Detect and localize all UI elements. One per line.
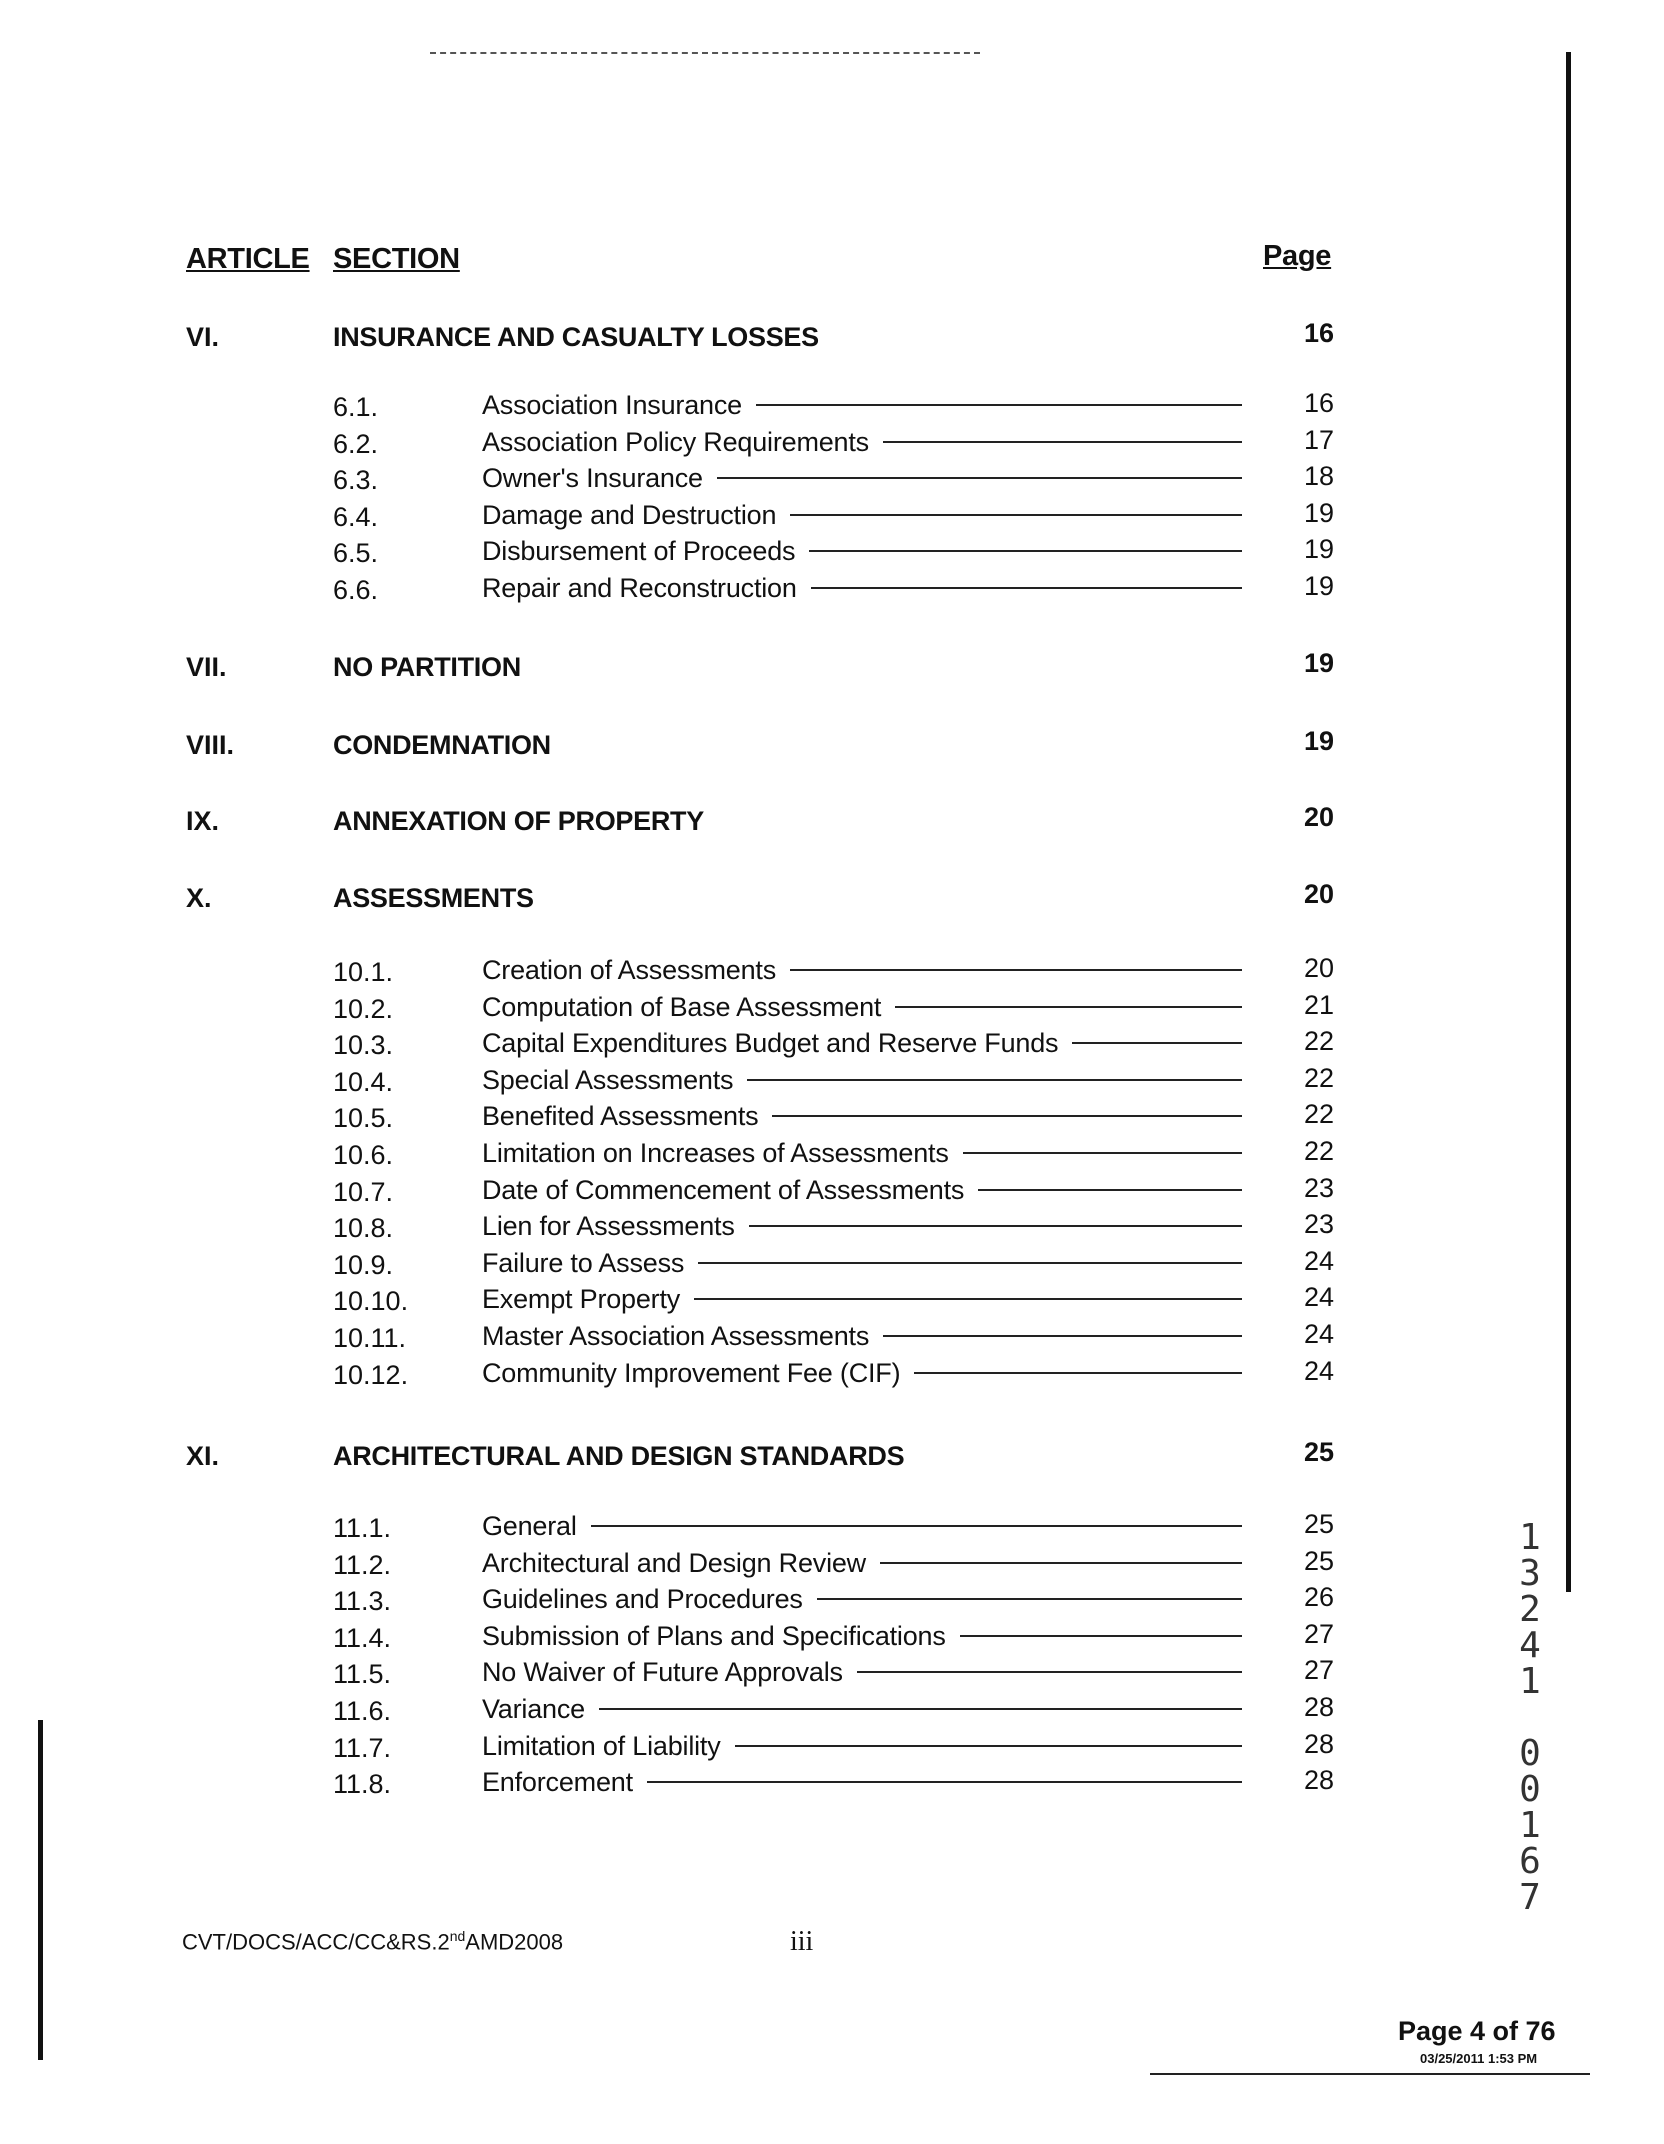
section-number: 11.6. <box>333 1696 392 1726</box>
section-number: 10.11. <box>333 1323 407 1353</box>
leader-line <box>895 1006 1242 1008</box>
leader-line <box>694 1298 1242 1300</box>
leader-line <box>1072 1042 1242 1044</box>
section-title: Damage and Destruction <box>482 499 777 530</box>
section-number: 11.7. <box>333 1732 392 1763</box>
section-title: Exempt Property <box>482 1284 681 1315</box>
right-edge-bar <box>1566 52 1571 1592</box>
section-title: Association Insurance <box>482 390 742 420</box>
section-title: Repair and Reconstruction <box>482 573 797 603</box>
article-title: ARCHITECTURAL AND DESIGN STANDARDS <box>333 1441 905 1471</box>
section-title: Creation of Assessments <box>482 955 777 985</box>
section-page: 28 <box>1303 1728 1334 1759</box>
article-page: 19 <box>1303 648 1334 678</box>
section-number: 11.3. <box>333 1586 392 1617</box>
toc-entry <box>482 1028 1242 1059</box>
section-number: 10.4. <box>333 1066 394 1097</box>
side-code-char: 1 <box>1519 1805 1541 1846</box>
leader-line <box>772 1115 1242 1117</box>
section-number: 11.1. <box>333 1513 392 1543</box>
section-page: 23 <box>1303 1172 1334 1203</box>
section-page: 19 <box>1303 571 1334 601</box>
section-number: 10.10. <box>333 1286 409 1317</box>
article-page: 25 <box>1303 1437 1334 1467</box>
section-number: 10.1. <box>333 957 394 987</box>
leader-line <box>747 1079 1242 1081</box>
section-number: 10.2. <box>333 993 394 1024</box>
toc-entry <box>482 992 1242 1023</box>
article-page: 20 <box>1303 802 1334 832</box>
article-number: XI. <box>186 1441 220 1471</box>
header-section: SECTION <box>333 243 460 275</box>
section-title: Association Policy Requirements <box>482 426 869 457</box>
article-title: ASSESSMENTS <box>333 883 534 913</box>
article-title: CONDEMNATION <box>333 730 551 760</box>
toc-entry <box>482 1101 1242 1132</box>
section-title: Benefited Assessments <box>482 1101 759 1132</box>
leader-line <box>790 514 1242 516</box>
section-number: 6.5. <box>333 538 379 569</box>
section-page: 17 <box>1303 424 1334 455</box>
section-title: Limitation of Liability <box>482 1730 721 1761</box>
section-title: General <box>482 1511 577 1541</box>
section-title: Date of Commencement of Assessments <box>482 1174 965 1205</box>
section-page: 26 <box>1303 1582 1334 1613</box>
side-document-code <box>1510 1517 1550 1918</box>
footer-timestamp: 03/25/2011 1:53 PM <box>1420 2051 1538 2066</box>
article-title: ANNEXATION OF PROPERTY <box>333 806 704 836</box>
leader-line <box>857 1671 1242 1673</box>
leader-line <box>717 477 1242 479</box>
section-title: Computation of Base Assessment <box>482 991 882 1022</box>
toc-entry <box>482 1065 1242 1096</box>
toc-entry <box>482 1767 1242 1798</box>
leader-line <box>599 1708 1242 1710</box>
leader-line <box>883 1335 1242 1337</box>
section-number: 10.6. <box>333 1140 394 1170</box>
section-page: 21 <box>1303 989 1334 1020</box>
doc-code-prefix: CVT/DOCS/ACC/CC&RS.2 <box>182 1929 450 1955</box>
footer-page-of: Page 4 of 76 <box>1398 2016 1556 2046</box>
section-title: Master Association Assessments <box>482 1321 870 1351</box>
section-page: 19 <box>1303 497 1334 528</box>
section-title: Owner's Insurance <box>482 463 703 494</box>
leader-line <box>880 1562 1242 1564</box>
leader-line <box>963 1152 1242 1154</box>
leader-line <box>735 1745 1242 1747</box>
leader-line <box>960 1635 1242 1637</box>
section-number: 11.5. <box>333 1659 392 1690</box>
side-code-char: 6 <box>1519 1841 1541 1882</box>
leader-line <box>817 1598 1242 1600</box>
section-number: 10.8. <box>333 1213 394 1244</box>
section-title: Variance <box>482 1694 585 1724</box>
toc-entry <box>482 1284 1242 1315</box>
toc-entry <box>482 573 1242 604</box>
top-rule <box>430 52 980 54</box>
section-title: Failure to Assess <box>482 1247 685 1278</box>
toc-entry <box>482 1548 1242 1579</box>
doc-code-suffix: AMD2008 <box>465 1929 564 1955</box>
leader-line <box>647 1781 1242 1783</box>
section-page: 23 <box>1303 1209 1334 1240</box>
section-title: Special Assessments <box>482 1064 734 1095</box>
header-article: ARTICLE <box>186 243 310 275</box>
toc-entry <box>482 1138 1242 1169</box>
section-title: Guidelines and Procedures <box>482 1584 803 1615</box>
article-page: 19 <box>1303 726 1334 756</box>
section-number: 6.4. <box>333 501 379 532</box>
section-title: Capital Expenditures Budget and Reserve Funds <box>482 1028 1059 1059</box>
leader-line <box>978 1189 1242 1191</box>
bottom-rule <box>1150 2073 1590 2075</box>
toc-entry <box>482 1511 1242 1542</box>
section-page: 22 <box>1303 1099 1334 1130</box>
side-code-char: 3 <box>1519 1553 1541 1594</box>
section-page: 24 <box>1303 1282 1334 1313</box>
toc-entry <box>482 1211 1242 1242</box>
section-page: 25 <box>1303 1509 1334 1539</box>
toc-entry <box>482 536 1242 567</box>
section-number: 6.6. <box>333 575 379 605</box>
section-title: Enforcement <box>482 1767 633 1798</box>
section-page: 19 <box>1303 534 1334 565</box>
header-page: Page <box>1263 240 1332 272</box>
section-title: Submission of Plans and Specifications <box>482 1620 946 1651</box>
toc-entry <box>482 1358 1242 1389</box>
section-page: 22 <box>1303 1136 1334 1166</box>
article-title: NO PARTITION <box>333 652 521 682</box>
section-title: Architectural and Design Review <box>482 1547 866 1578</box>
toc-entry <box>482 427 1242 458</box>
footer-doc-code <box>182 1928 563 1955</box>
section-page: 20 <box>1303 953 1334 983</box>
toc-entry <box>482 1584 1242 1615</box>
article-title: INSURANCE AND CASUALTY LOSSES <box>333 322 819 352</box>
section-number: 10.9. <box>333 1249 394 1280</box>
article-number: VIII. <box>186 730 235 760</box>
section-number: 10.7. <box>333 1176 394 1207</box>
section-page: 28 <box>1303 1692 1334 1722</box>
toc-entry <box>482 390 1242 421</box>
section-page: 28 <box>1303 1765 1334 1796</box>
leader-line <box>591 1525 1242 1527</box>
article-page: 20 <box>1303 879 1334 909</box>
section-number: 11.2. <box>333 1549 392 1580</box>
side-code-char: 4 <box>1519 1625 1541 1666</box>
side-code-char: 0 <box>1519 1733 1541 1774</box>
leader-line <box>914 1372 1242 1374</box>
section-number: 10.5. <box>333 1103 394 1134</box>
side-code-char: 1 <box>1519 1517 1541 1558</box>
section-number: 10.3. <box>333 1030 394 1061</box>
side-code-char: 2 <box>1519 1589 1541 1630</box>
left-edge-bar <box>38 1720 43 2060</box>
side-code-char: 0 <box>1519 1769 1541 1810</box>
article-number: X. <box>186 883 212 913</box>
toc-entry <box>482 1321 1242 1352</box>
leader-line <box>756 404 1242 406</box>
section-page: 18 <box>1303 461 1334 492</box>
section-number: 6.2. <box>333 428 379 459</box>
section-title: Community Improvement Fee (CIF) <box>482 1357 901 1388</box>
leader-line <box>749 1225 1242 1227</box>
section-number: 6.1. <box>333 392 379 422</box>
toc-entry <box>482 1694 1242 1725</box>
section-page: 24 <box>1303 1245 1334 1276</box>
toc-entry <box>482 1621 1242 1652</box>
toc-entry <box>482 500 1242 531</box>
side-code-char <box>1510 1700 1550 1736</box>
toc-entry <box>482 955 1242 986</box>
section-title: Lien for Assessments <box>482 1211 735 1242</box>
article-number: IX. <box>186 806 220 836</box>
article-number: VI. <box>186 322 220 352</box>
section-page: 24 <box>1303 1355 1334 1386</box>
section-page: 22 <box>1303 1062 1334 1093</box>
section-number: 11.4. <box>333 1622 392 1653</box>
toc-entry <box>482 1731 1242 1762</box>
section-page: 25 <box>1303 1545 1334 1576</box>
leader-line <box>790 969 1242 971</box>
toc-entry <box>482 463 1242 494</box>
section-page: 22 <box>1303 1026 1334 1057</box>
section-number: 6.3. <box>333 465 379 496</box>
section-number: 11.8. <box>333 1769 392 1800</box>
toc-entry <box>482 1248 1242 1279</box>
leader-line <box>883 441 1242 443</box>
toc-entry <box>482 1657 1242 1688</box>
footer-page-roman: iii <box>790 1926 814 1957</box>
leader-line <box>809 550 1242 552</box>
leader-line <box>811 587 1242 589</box>
side-code-char: 1 <box>1519 1661 1541 1702</box>
doc-code-sup: nd <box>449 1928 466 1944</box>
section-page: 27 <box>1303 1655 1334 1686</box>
toc-entry <box>482 1175 1242 1206</box>
leader-line <box>698 1262 1242 1264</box>
section-page: 16 <box>1303 388 1334 418</box>
section-title: Limitation on Increases of Assessments <box>482 1138 949 1168</box>
section-title: No Waiver of Future Approvals <box>482 1657 843 1688</box>
section-page: 27 <box>1303 1618 1334 1649</box>
section-number: 10.12. <box>333 1359 409 1390</box>
section-title: Disbursement of Proceeds <box>482 536 796 567</box>
side-code-char: 7 <box>1519 1877 1541 1918</box>
article-number: VII. <box>186 652 227 682</box>
article-page: 16 <box>1303 318 1334 348</box>
section-page: 24 <box>1303 1319 1334 1349</box>
